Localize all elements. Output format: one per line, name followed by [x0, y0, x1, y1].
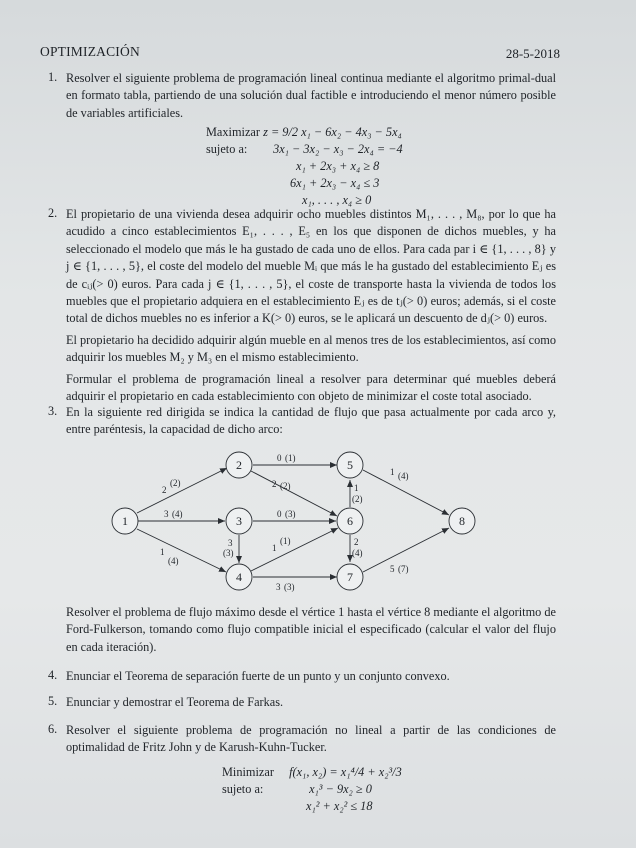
- arc-1-4-cap: (4): [168, 556, 179, 566]
- arc-3-4-cap: (3): [223, 548, 234, 558]
- node-2-label: 2: [236, 458, 242, 472]
- arc-1-2-flow: 2: [162, 485, 167, 495]
- problem-2-paragraph-3: Formular el problema de programación lineal a resolver para determinar qué muebles deberá adquirir el propietario en cada establecimiento con objeto de minimizar el coste total asociado.: [66, 371, 556, 404]
- subject-label: sujeto a:: [206, 142, 248, 156]
- problem-5-text: Enunciar y demostrar el Teorema de Farkas.: [66, 695, 284, 709]
- objective-function: f(x₁, x₂) = x₁⁴/4 + x₂³/3: [289, 765, 402, 779]
- node-5-label: 5: [347, 458, 353, 472]
- arc-6-5-flow: 1: [354, 483, 359, 493]
- arc-6-5-cap: (2): [352, 494, 363, 504]
- arc-2-6-flow: 2: [272, 479, 277, 489]
- problem-4-number: 4.: [48, 668, 58, 682]
- objective-label: Minimizar: [222, 765, 274, 779]
- problem-2-number: 2.: [48, 206, 58, 220]
- problem-2-paragraph-1: El propietario de una vivienda desea adquirir ocho muebles distintos M₁, . . . , M₈, por lo que ha acudido a cinco establecimientos E₁, . . . , E₅ en los que disponen de dichos muebles, y ha seleccionado el modelo que más le ha gustado de cada uno de ellos. Para cada par i ∈ {1, . . . , 8} y j ∈ {1, . . . , 5}, el coste del modelo del mueble Mᵢ que más le ha gustado del establecimiento Eⱼ es de cᵢⱼ(> 0) euros. Para cada j ∈ {1, . . . , 5}, el coste de transporte hasta la vivienda de todos los muebles que el propietario adquiera en el establecimiento Eⱼ es de tⱼ(> 0) euros; además, si el coste total de dichos muebles no es inferior a K(> 0) euros, se le aplicará un descuento de dⱼ(> 0) euros.: [66, 207, 556, 326]
- node-4-label: 4: [236, 570, 242, 584]
- problem-1-text: Resolver el siguiente problema de programación lineal continua mediante el algoritmo primal-dual en formato tabla, partiendo de una solución dual factible e introduciendo el menor número posible de variables artificiales.: [66, 71, 556, 120]
- exam-date: 28-5-2018: [505, 46, 560, 61]
- arc-3-4-flow: 3: [228, 538, 233, 548]
- constraint-2: x₁ + 2x₃ + x₄ ≥ 8: [296, 159, 380, 173]
- arc-1-3-cap: (4): [172, 509, 183, 519]
- flow-network-diagram: [100, 446, 490, 602]
- arc-4-6: [251, 528, 338, 571]
- node-6-label: 6: [347, 514, 353, 528]
- arc-3-6-flow: 0: [277, 509, 282, 519]
- exam-title: OPTIMIZACIÓN: [40, 44, 140, 59]
- arc-4-6-cap: (1): [280, 536, 291, 546]
- problem-3-instructions: Resolver el problema de flujo máximo desde el vértice 1 hasta el vértice 8 mediante el algoritmo de Ford-Fulkerson, tomando como flujo compatible inicial el especificado (calcular el valor del flujo en cada iteración).: [66, 605, 556, 654]
- arc-5-8-flow: 1: [390, 467, 395, 477]
- node-7-label: 7: [347, 570, 353, 584]
- arc-4-7-flow: 3: [276, 582, 281, 592]
- arc-4-7-cap: (3): [284, 582, 295, 592]
- arc-1-2: [137, 468, 227, 513]
- subject-label: sujeto a:: [222, 782, 264, 796]
- problem-1-formulation: [206, 124, 446, 209]
- arc-1-3-flow: 3: [164, 509, 169, 519]
- arc-1-2-cap: (2): [170, 478, 181, 488]
- arc-3-6-cap: (3): [285, 509, 296, 519]
- objective-label: Maximizar: [206, 125, 260, 139]
- arc-2-5-flow: 0: [277, 453, 282, 463]
- arc-4-6-flow: 1: [272, 543, 277, 553]
- arc-6-7-cap: (4): [352, 548, 363, 558]
- objective-function: z = 9/2 x₁ − 6x₂ − 4x₃ − 5x₄: [263, 125, 402, 139]
- arc-2-5-cap: (1): [285, 453, 296, 463]
- problem-3-number: 3.: [48, 404, 58, 418]
- arc-7-8-flow: 5: [390, 564, 395, 574]
- node-1-label: 1: [122, 514, 128, 528]
- arc-7-8-cap: (7): [398, 564, 409, 574]
- constraint-1: 3x₁ − 3x₂ − x₃ − 2x₄ = −4: [273, 142, 403, 156]
- arc-6-7-flow: 2: [354, 537, 359, 547]
- constraint-1: x₁³ − 9x₂ ≥ 0: [309, 782, 372, 796]
- problem-1-number: 1.: [48, 70, 58, 84]
- constraint-4: x₁, . . . , x₄ ≥ 0: [302, 193, 372, 207]
- constraint-2: x₁² + x₂² ≤ 18: [306, 799, 373, 813]
- problem-2-text: [66, 206, 556, 409]
- node-8-label: 8: [459, 514, 465, 528]
- problem-3-text: En la siguiente red dirigida se indica la cantidad de flujo que pasa actualmente por cada arco y, entre paréntesis, la capacidad de dicho arco:: [66, 405, 556, 437]
- arc-2-6-cap: (2): [280, 481, 291, 491]
- problem-2-paragraph-2: El propietario ha decidido adquirir algún mueble en al menos tres de los establecimientos, así como adquirir los muebles M₂ y M₃ en el mismo establecimiento.: [66, 332, 556, 365]
- constraint-3: 6x₁ + 2x₃ − x₄ ≤ 3: [290, 176, 380, 190]
- arc-5-8-cap: (4): [398, 471, 409, 481]
- problem-6-text: Resolver el siguiente problema de programación no lineal a partir de las condiciones de optimalidad de Fritz John y de Karush-Kuhn-Tucker.: [66, 723, 556, 755]
- arc-1-4: [137, 529, 226, 572]
- node-3-label: 3: [236, 514, 242, 528]
- arc-1-4-flow: 1: [160, 547, 165, 557]
- problem-4-text: Enunciar el Teorema de separación fuerte de un punto y un conjunto convexo.: [66, 669, 450, 683]
- problem-6-formulation: [222, 764, 462, 815]
- problem-6-number: 6.: [48, 722, 58, 736]
- problem-5-number: 5.: [48, 694, 58, 708]
